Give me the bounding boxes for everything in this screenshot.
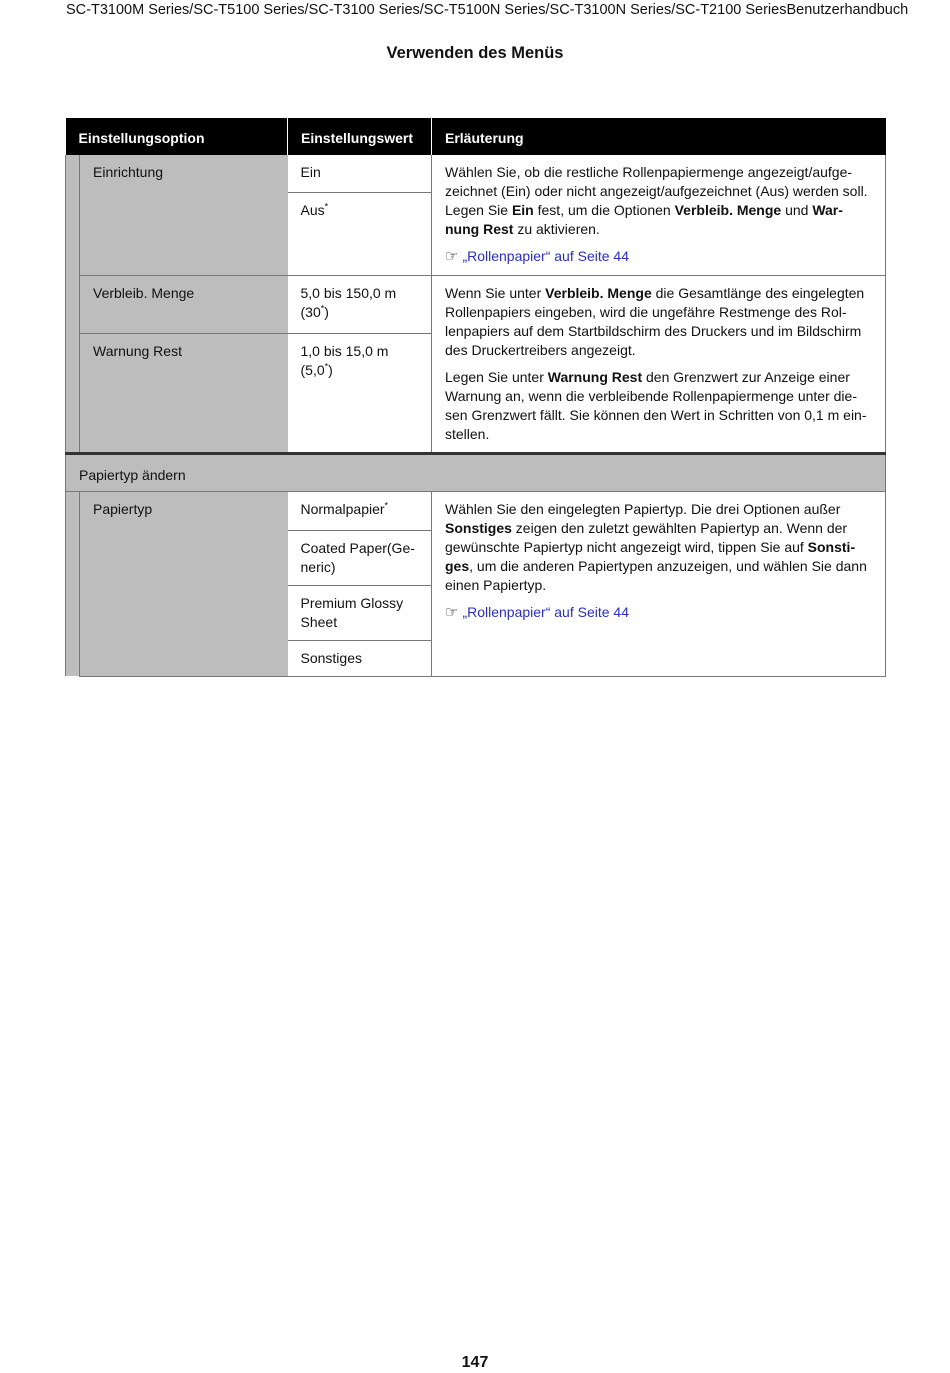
- section-title: Verwenden des Menüs: [386, 44, 564, 62]
- option-papiertyp: Papiertyp: [80, 491, 288, 676]
- value-warnung-rest: 1,0 bis 15,0 m (5,0*): [288, 334, 432, 453]
- value-normalpapier: Normalpapier*: [288, 491, 432, 530]
- cross-reference[interactable]: [445, 247, 872, 266]
- value-verbleib-menge: 5,0 bis 150,0 m (30*): [288, 275, 432, 334]
- value-sonstiges: Sonstiges: [288, 640, 432, 676]
- settings-table: [65, 118, 886, 677]
- description-text: Legen Sie unter Warnung Rest den Grenzwert zur Anzeige einer Warnung an, wenn die verbleibende Rollenpapiermenge unter diesen Grenzwert fällt. Sie können den Wert in Schritten von 0,1 m einstellen.: [445, 368, 867, 442]
- table-header-row: [66, 118, 886, 155]
- page-number: 147: [461, 1354, 489, 1371]
- value-aus: Aus*: [288, 192, 432, 275]
- indent-cell: [66, 491, 80, 676]
- description-text: Wählen Sie den eingelegten Papiertyp. Die drei Optionen außer Sonstiges zeigen den zuletzt gewählten Papiertyp an. Wenn der gewünschte Papiertyp nicht angezeigt wird, tippen Sie auf Sonstiges, um die anderen Papiertypen anzuzeigen, und wählen Sie dann einen Papiertyp.: [445, 500, 867, 593]
- default-marker: *: [324, 200, 329, 211]
- value-premium-glossy: Premium Glossy Sheet: [288, 585, 432, 640]
- pointing-hand-icon: ☞: [445, 248, 459, 265]
- option-verbleib-menge: Verbleib. Menge: [80, 275, 288, 334]
- cross-reference[interactable]: [445, 603, 872, 622]
- cross-reference-link[interactable]: „Rollenpapier“ auf Seite 44: [462, 603, 629, 620]
- value-ein: Ein: [288, 155, 432, 192]
- value-coated-paper: Coated Paper(Generic): [288, 530, 432, 585]
- table-row: [66, 275, 886, 334]
- description-remaining: [432, 275, 886, 453]
- indent-cell: [66, 155, 80, 453]
- running-header: [66, 0, 909, 20]
- pointing-hand-icon: ☞: [445, 603, 459, 621]
- column-header-description: Erläuterung: [432, 118, 886, 155]
- group-papiertyp-aendern: Papiertyp ändern: [66, 453, 886, 491]
- table-group-row: [66, 453, 886, 491]
- table-row: [66, 491, 886, 530]
- table-row: [66, 155, 886, 192]
- description-einrichtung: [432, 155, 886, 275]
- header-manual-title: Benutzerhandbuch: [786, 2, 909, 18]
- column-header-value: Einstellungswert: [288, 118, 432, 155]
- description-text: Wählen Sie, ob die restliche Rollenpapiermenge angezeigt/aufgezeichnet (Ein) oder nicht angezeigt/aufgezeichnet (Aus) werden soll. Legen Sie Ein fest, um die Optionen Verbleib. Menge und Warnung Rest zu aktivieren.: [445, 164, 868, 237]
- description-text: Wenn Sie unter Verbleib. Menge die Gesamtlänge des eingelegten Rollenpapiers eingeben, wird die ungefähre Restmenge des Rollenpapiers auf dem Startbildschirm des Druckers und im Bildschirm des Druckertreibers angezeigt.: [445, 284, 865, 358]
- column-header-option: Einstellungsoption: [66, 118, 288, 155]
- option-einrichtung: Einrichtung: [80, 155, 288, 275]
- description-papiertyp: [432, 491, 886, 676]
- header-product-line: SC-T3100M Series/SC-T5100 Series/SC-T3100 Series/SC-T5100N Series/SC-T3100N Series/SC-T2100 Series: [66, 2, 787, 18]
- option-warnung-rest: Warnung Rest: [80, 334, 288, 453]
- cross-reference-link[interactable]: „Rollenpapier“ auf Seite 44: [462, 248, 629, 264]
